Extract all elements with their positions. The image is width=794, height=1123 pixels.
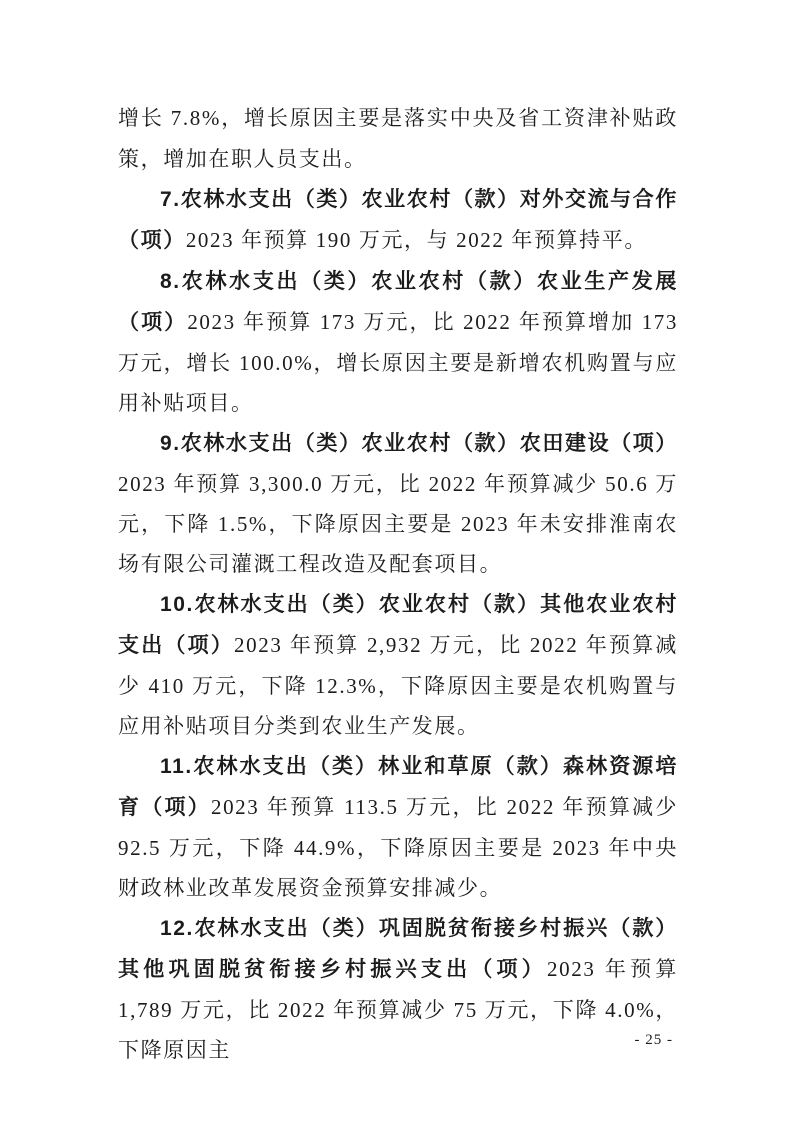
paragraph-item-10 — [118, 584, 678, 746]
paragraph-text: 2023 年预算 3,300.0 万元，比 2022 年预算减少 50.6 万元，下降 1.5%，下降原因主要是 2023 年未安排淮南农场有限公司灌溉工程改造及配套项目。 — [118, 472, 678, 576]
paragraph-text: 2023 年预算 173 万元，比 2022 年预算增加 173 万元，增长 100.0%，增长原因主要是新增农机购置与应用补贴项目。 — [118, 310, 678, 415]
page-number: - 25 - — [634, 1032, 673, 1048]
paragraph-item-12 — [118, 908, 678, 1070]
paragraph-lead: 10.农林水支出（类）农业农村（款）其他农业农村支出（项） — [118, 593, 678, 657]
paragraph-text: 2023 年预算 1,789 万元，比 2022 年预算减少 75 万元，下降 4.0%，下降原因主 — [118, 957, 678, 1062]
paragraph-item-11 — [118, 746, 678, 908]
paragraph-lead: 11.农林水支出（类）林业和草原（款）森林资源培育（项） — [118, 755, 678, 819]
paragraph-text: 增长 7.8%，增长原因主要是落实中央及省工资津补贴政策，增加在职人员支出。 — [118, 106, 678, 171]
paragraph-text: 2023 年预算 113.5 万元，比 2022 年预算减少 92.5 万元，下降 44.9%，下降原因主要是 2023 年中央财政林业改革发展资金预算安排减少。 — [118, 795, 678, 900]
paragraph-text: 2023 年预算 2,932 万元，比 2022 年预算减少 410 万元，下降 12.3%，下降原因主要是农机购置与应用补贴项目分类到农业生产发展。 — [118, 633, 679, 738]
paragraph-lead: 7.农林水支出（类）农业农村（款）对外交流与合作（项） — [118, 188, 678, 252]
paragraph-item-9 — [118, 423, 678, 584]
paragraph-item-8 — [118, 261, 678, 423]
paragraph-text: 2023 年预算 190 万元，与 2022 年预算持平。 — [185, 228, 647, 252]
document-body — [118, 98, 678, 1070]
paragraph-continuation — [118, 98, 678, 179]
paragraph-lead: 12.农林水支出（类）巩固脱贫衔接乡村振兴（款）其他巩固脱贫衔接乡村振兴支出（项） — [118, 917, 678, 981]
paragraph-lead: 8.农林水支出（类）农业农村（款）农业生产发展（项） — [118, 270, 678, 334]
paragraph-lead: 9.农林水支出（类）农业农村（款）农田建设（项） — [160, 432, 678, 455]
paragraph-item-7 — [118, 179, 678, 261]
